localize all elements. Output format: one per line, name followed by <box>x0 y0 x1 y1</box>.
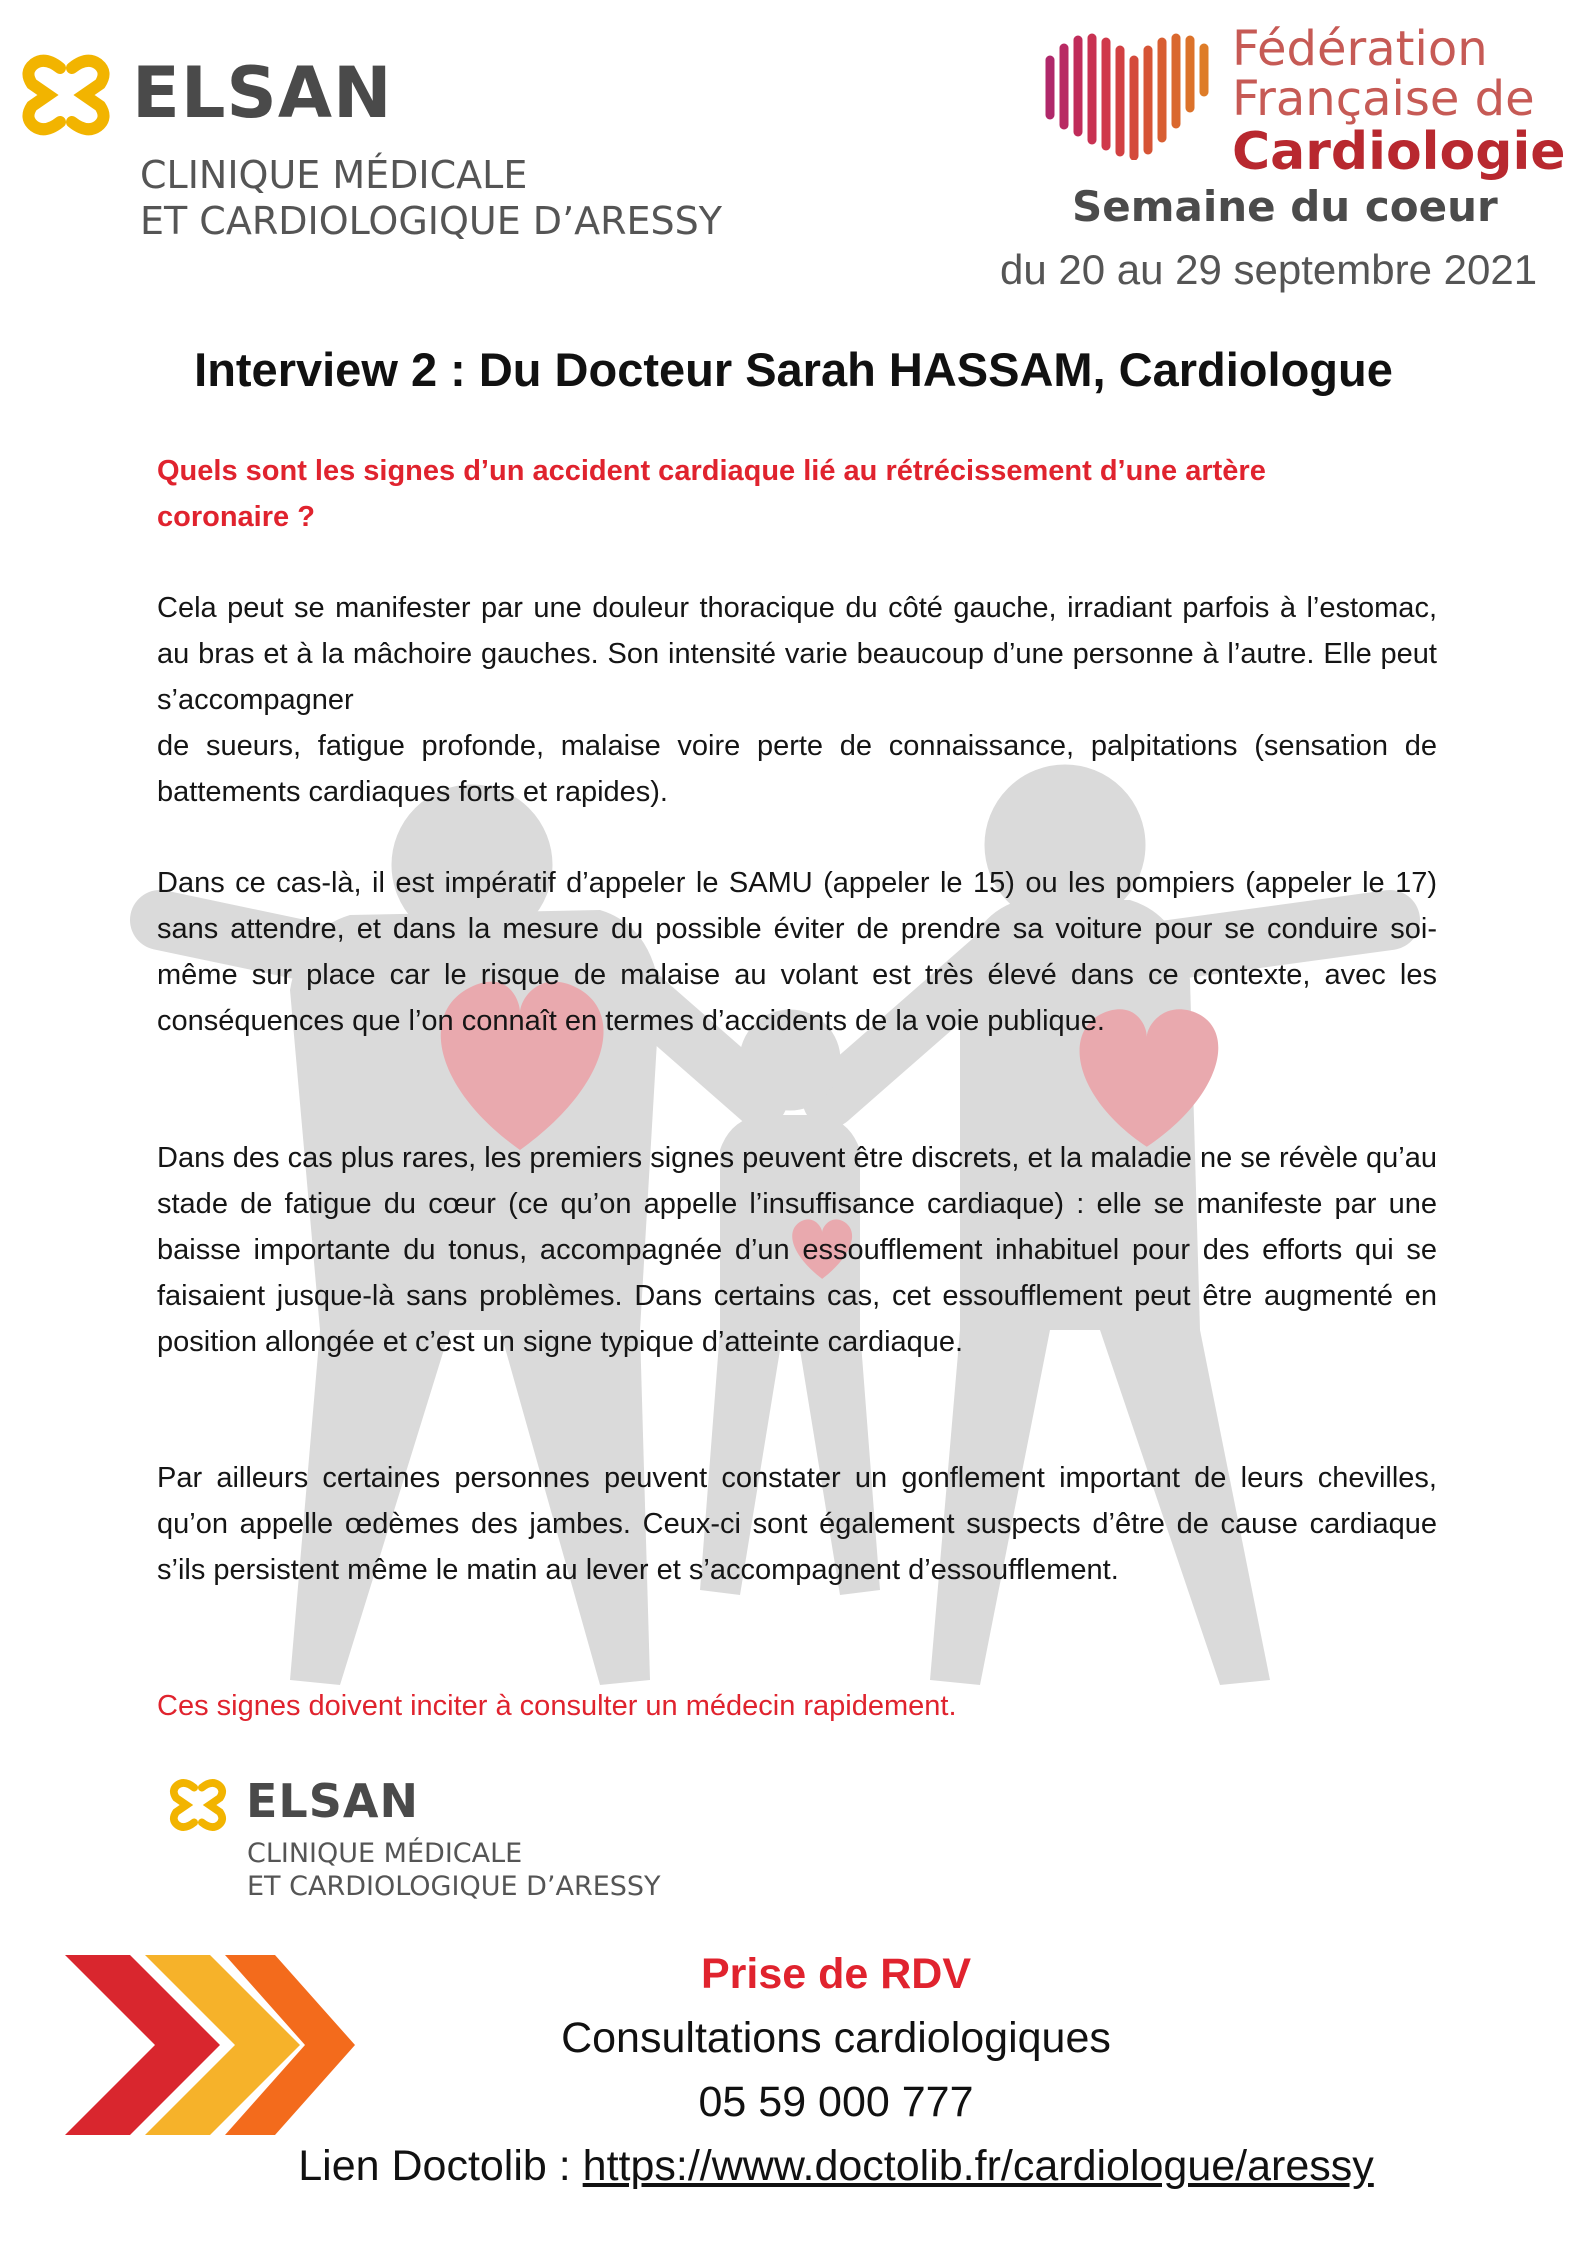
ffc-heart-bars-icon <box>1040 20 1240 160</box>
paragraph-2: Dans ce cas-là, il est impératif d’appeler le SAMU (appeler le 15) ou les pompiers (appeler le 17) sans attendre, et dans la mesure du possible éviter de prendre sa voiture pour se conduire soi-même sur place car le risque de malaise au volant est très élevé dans ce contexte, avec les conséquences que l’on connaît en termes d’accidents de la voie publique. <box>157 867 1437 1037</box>
elsan-footer-brand: ELSAN <box>246 1774 419 1828</box>
clinic-name <box>140 152 722 245</box>
rdv-title: Prise de RDV <box>700 1950 972 1998</box>
question-line-2: coronaire ? <box>157 501 315 533</box>
paragraph-1-part-1: Cela peut se manifester par une douleur thoracique du côté gauche, irradiant parfois à l’estomac, au bras et à la mâchoire gauches. Son intensité varie beaucoup d’une personne à l’autre. Elle peut s’accompagner <box>157 592 1437 716</box>
clinic-line-1: CLINIQUE MÉDICALE <box>140 153 528 197</box>
paragraph-1-part-2: de sueurs, fatigue profonde, malaise voire perte de connaissance, palpitations (sensation de battements cardiaques forts et rapides). <box>157 730 1437 808</box>
doctolib-label: Lien Doctolib : <box>298 2142 583 2190</box>
elsan-logo-icon <box>20 50 112 140</box>
elsan-brand: ELSAN <box>132 52 393 134</box>
footer-clinic-line-1: CLINIQUE MÉDICALE <box>247 1838 523 1869</box>
federation-line-3: Cardiologie <box>1232 121 1566 182</box>
footer-clinic-name <box>247 1838 661 1904</box>
doctolib-line <box>236 2142 1436 2191</box>
event-dates: du 20 au 29 septembre 2021 <box>1000 246 1538 293</box>
doctolib-link[interactable]: https://www.doctolib.fr/cardiologue/aressy <box>582 2142 1374 2190</box>
elsan-footer-logo-icon <box>168 1776 228 1834</box>
chevrons-arrow-icon <box>60 1950 360 2140</box>
phone-number[interactable]: 05 59 000 777 <box>698 2078 974 2126</box>
rdv-subtitle: Consultations cardiologiques <box>561 2014 1111 2062</box>
clinic-line-2: ET CARDIOLOGIQUE D’ARESSY <box>140 199 723 244</box>
federation-line-2: Française de <box>1232 71 1535 128</box>
federation-line-1: Fédération <box>1232 21 1488 77</box>
question <box>157 448 1447 540</box>
question-line-1: Quels sont les signes d’un accident cardiaque lié au rétrécissement d’une artère <box>157 455 1266 487</box>
paragraph-1 <box>157 585 1437 815</box>
conclusion: Ces signes doivent inciter à consulter un médecin rapidement. <box>157 1690 957 1722</box>
federation-name <box>1232 21 1566 182</box>
paragraph-3: Dans des cas plus rares, les premiers signes peuvent être discrets, et la maladie ne se révèle qu’au stade de fatigue du cœur (ce qu’on appelle l’insuffisance cardiaque) : elle se manifeste par une baisse importante du tonus, accompagnée d’un essoufflement inhabituel pour des efforts qui se faisaient jusque-là sans problèmes. Dans certains cas, cet essoufflement peut être augmenté en position allongée et c’est un signe typique d’atteinte cardiaque. <box>157 1142 1437 1358</box>
footer-clinic-line-2: ET CARDIOLOGIQUE D’ARESSY <box>247 1870 661 1902</box>
page-title: Interview 2 : Du Docteur Sarah HASSAM, Cardiologue <box>194 343 1393 396</box>
event-title: Semaine du coeur <box>1072 182 1498 231</box>
paragraph-4: Par ailleurs certaines personnes peuvent constater un gonflement important de leurs chevilles, qu’on appelle œdèmes des jambes. Ceux-ci sont également suspects d’être de cause cardiaque s’ils persistent même le matin au lever et s’accompagnent d’essoufflement. <box>157 1462 1437 1586</box>
